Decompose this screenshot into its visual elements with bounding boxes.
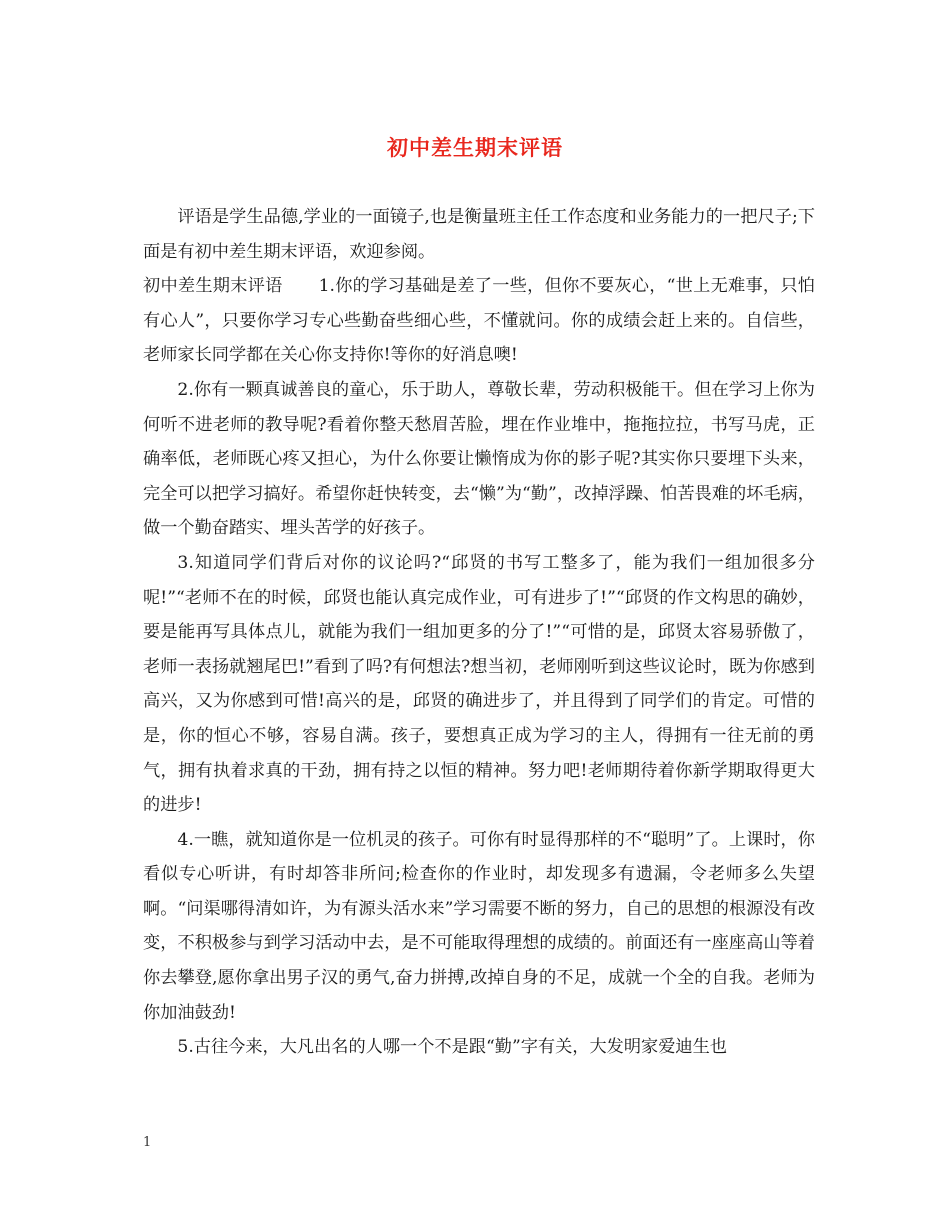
comment-paragraph-4: 4.一瞧，就知道你是一位机灵的孩子。可你有时显得那样的不“聪明”了。上课时，你看似专心听讲，有时却答非所问;检查你的作业时，却发现多有遗漏，令老师多么失望啊。“问渠哪得清如许，为有源头活水来”学习需要不断的努力，自己的思想的根源没有改变，不积极参与到学习活动中去，是不可能取得理想的成绩的。前面还有一座座高山等着你去攀登,愿你拿出男子汉的勇气,奋力拼搏,改掉自身的不足，成就一个全的自我。老师为你加油鼓劲! — [143, 829, 815, 1023]
comment-paragraph-2: 2.你有一颗真诚善良的童心，乐于助人，尊敬长辈，劳动积极能干。但在学习上你为何听不进老师的教导呢?看着你整天愁眉苦脸，埋在作业堆中，拖拖拉拉，书写马虎，正确率低，老师既心疼又担心，为什么你要让懒惰成为你的影子呢?其实你只要埋下头来，完全可以把学习搞好。希望你赶快转变，去“懒”为“勤”，改掉浮躁、怕苦畏难的坏毛病，做一个勤奋踏实、埋头苦学的好孩子。 — [143, 379, 815, 539]
comment-text-1: 1.你的学习基础是差了一些，但你不要灰心，“世上无难事，只怕有心人”，只要你学习专心些勤奋些细心些，不懂就问。你的成绩会赶上来的。自信些，老师家长同学都在关心你支持你!等你的好消息噢! — [143, 276, 815, 366]
comment-paragraph-1 — [143, 269, 815, 373]
section-label: 初中差生期末评语 — [143, 276, 283, 297]
document-body — [143, 200, 815, 1065]
comment-paragraph-5: 5.古往今来，大凡出名的人哪一个不是跟“勤”字有关，大发明家爱迪生也 — [177, 1037, 727, 1058]
intro-paragraph: 评语是学生品德,学业的一面镜子,也是衡量班主任工作态度和业务能力的一把尺子;下面是有初中差生期末评语，欢迎参阅。 — [143, 207, 815, 262]
page-number: 1 — [143, 1135, 152, 1150]
comment-paragraph-3: 3.知道同学们背后对你的议论吗?“邱贤的书写工整多了，能为我们一组加很多分呢!”“老师不在的时候，邱贤也能认真完成作业，可有进步了!”“邱贤的作文构思的确妙，要是能再写具体点儿，就能为我们一组加更多的分了!”“可惜的是，邱贤太容易骄傲了，老师一表扬就翘尾巴!”看到了吗?有何想法?想当初，老师刚听到这些议论时，既为你感到高兴，又为你感到可惜!高兴的是，邱贤的确进步了，并且得到了同学们的肯定。可惜的是，你的恒心不够，容易自满。孩子，要想真正成为学习的主人，得拥有一往无前的勇气，拥有执着求真的干劲，拥有持之以恒的精神。努力吧!老师期待着你新学期取得更大的进步! — [143, 552, 815, 816]
document-title: 初中差生期末评语 — [387, 136, 563, 160]
